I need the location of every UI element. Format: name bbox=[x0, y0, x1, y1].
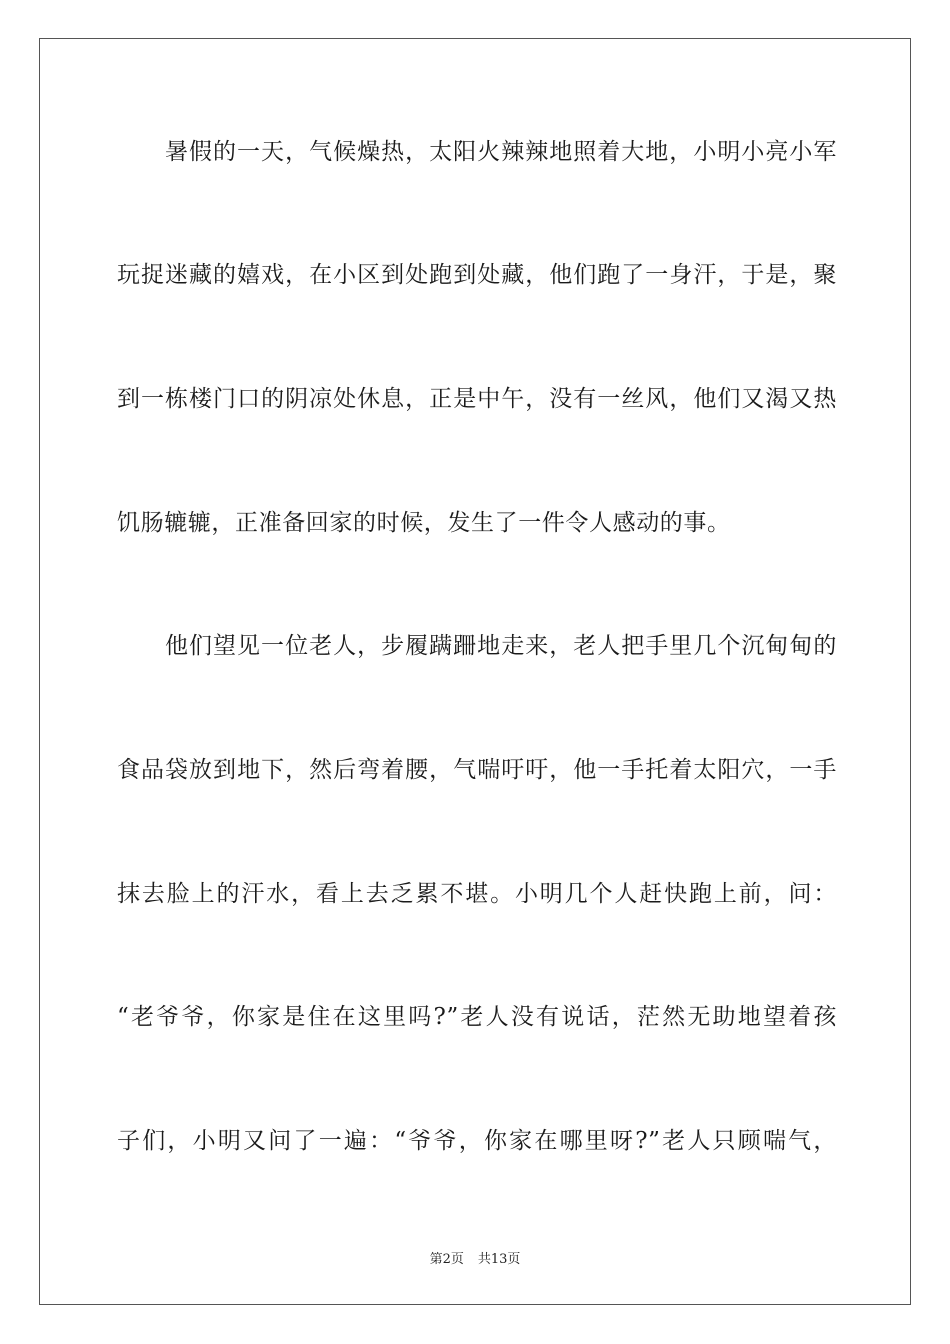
paragraph-1-line-1: 暑假的一天，气候燥热，太阳火辣辣地照着大地，小明小亮小军 bbox=[165, 139, 837, 165]
paragraph-2-line-4: “老爷爷，你家是住在这里吗?”老人没有说话，茫然无助地望着孩 bbox=[117, 1004, 837, 1030]
page-border bbox=[39, 38, 911, 1305]
paragraph-2-line-2: 食品袋放到地下，然后弯着腰，气喘吁吁，他一手托着太阳穴，一手 bbox=[117, 757, 837, 783]
total-pages: 共13页 bbox=[477, 1252, 521, 1267]
paragraph-1-line-4: 饥肠辘辘，正准备回家的时候，发生了一件令人感动的事。 bbox=[117, 510, 731, 536]
page-footer bbox=[0, 1248, 950, 1267]
paragraph-1-line-3: 到一栋楼门口的阴凉处休息，正是中午，没有一丝风，他们又渴又热 bbox=[117, 386, 837, 412]
paragraph-2-line-3: 抹去脸上的汗水，看上去乏累不堪。小明几个人赶快跑上前，问： bbox=[117, 881, 837, 907]
paragraph-2-line-5: 子们，小明又问了一遍：“爷爷，你家在哪里呀?”老人只顾喘气， bbox=[117, 1128, 837, 1154]
page-number: 第2页 bbox=[429, 1252, 464, 1267]
paragraph-1-line-2: 玩捉迷藏的嬉戏，在小区到处跑到处藏，他们跑了一身汗，于是，聚 bbox=[117, 262, 837, 288]
paragraph-2-line-1: 他们望见一位老人，步履蹒跚地走来，老人把手里几个沉甸甸的 bbox=[165, 633, 837, 659]
